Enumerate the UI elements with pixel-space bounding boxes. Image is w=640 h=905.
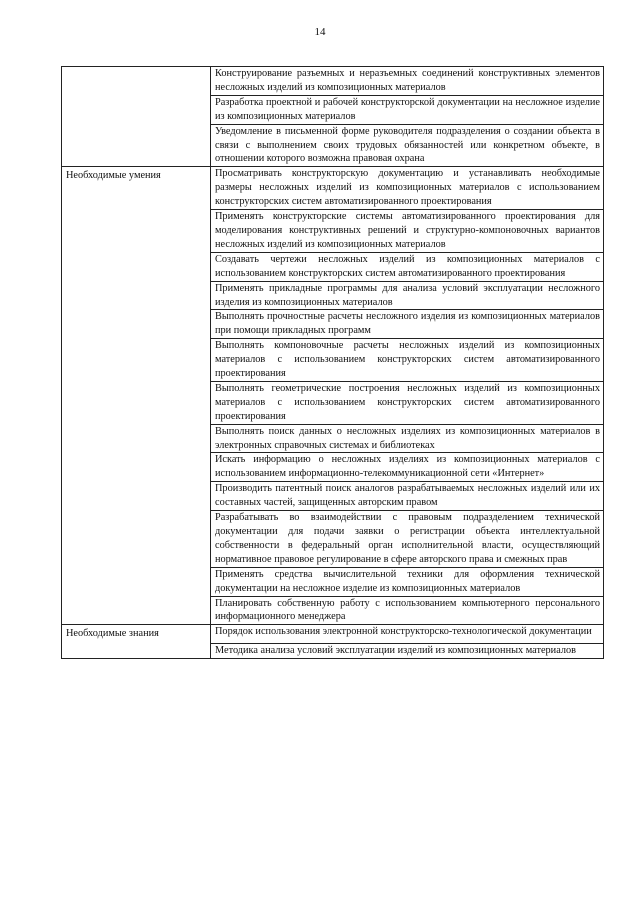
section-label-continuation bbox=[62, 339, 211, 382]
requirement-item: Применять средства вычислительной техники для оформления технической документации на несложное изделие из композиционных материалов bbox=[211, 567, 604, 596]
requirement-item: Методика анализа условий эксплуатации изделий из композиционных материалов bbox=[211, 643, 604, 658]
section-label-continuation bbox=[62, 567, 211, 596]
section-label-continuation bbox=[62, 252, 211, 281]
requirement-item: Разработка проектной и рабочей конструкторской документации на несложное изделие из композиционных материалов bbox=[211, 95, 604, 124]
section-label: Необходимые умения bbox=[62, 167, 211, 210]
section-label-continuation bbox=[62, 424, 211, 453]
requirement-item: Выполнять компоновочные расчеты несложных изделий из композиционных материалов с использованием конструкторских систем автоматизированного проектирования bbox=[211, 339, 604, 382]
requirement-item: Выполнять поиск данных о несложных изделиях из композиционных материалов в электронных справочных системах и библиотеках bbox=[211, 424, 604, 453]
table-row bbox=[62, 95, 604, 124]
table-row bbox=[62, 252, 604, 281]
table-row bbox=[62, 511, 604, 568]
requirement-item: Искать информацию о несложных изделиях из композиционных материалов с использованием информационно-телекоммуникационной сети «Интернет» bbox=[211, 453, 604, 482]
section-label-continuation bbox=[62, 281, 211, 310]
section-label-continuation bbox=[62, 95, 211, 124]
table-row bbox=[62, 482, 604, 511]
section-label-continuation bbox=[62, 596, 211, 625]
table-row bbox=[62, 643, 604, 658]
requirements-table bbox=[61, 66, 604, 659]
table-row bbox=[62, 310, 604, 339]
section-label-continuation bbox=[62, 453, 211, 482]
section-label bbox=[62, 67, 211, 96]
requirement-item: Разрабатывать во взаимодействии с правовым подразделением технической документации для подачи заявки о регистрации объекта интеллектуальной собственности в федеральный орган исполнительной власти, осуществляющий нормативное правовое регулирование в сфере авторского права и смежных прав bbox=[211, 511, 604, 568]
requirement-item: Производить патентный поиск аналогов разрабатываемых несложных изделий или их составных частей, защищенных авторским правом bbox=[211, 482, 604, 511]
requirement-item: Уведомление в письменной форме руководителя подразделения о создании объекта в связи с выполнением своих трудовых обязанностей или конкретном объекте, в отношении которого возможна правовая охрана bbox=[211, 124, 604, 167]
section-label-continuation bbox=[62, 210, 211, 253]
section-label-continuation bbox=[62, 124, 211, 167]
requirement-item: Порядок использования электронной конструкторско-технологической документации bbox=[211, 625, 604, 643]
table-row bbox=[62, 625, 604, 643]
table-row bbox=[62, 210, 604, 253]
requirement-item: Применять прикладные программы для анализа условий эксплуатации несложного изделия из композиционных материалов bbox=[211, 281, 604, 310]
table-row bbox=[62, 424, 604, 453]
table-row bbox=[62, 453, 604, 482]
requirement-item: Создавать чертежи несложных изделий из композиционных материалов с использованием конструкторских систем автоматизированного проектирования bbox=[211, 252, 604, 281]
page-number: 14 bbox=[314, 26, 326, 38]
table-row bbox=[62, 567, 604, 596]
table-row bbox=[62, 596, 604, 625]
section-label: Необходимые знания bbox=[62, 625, 211, 643]
table-row bbox=[62, 281, 604, 310]
section-label-continuation bbox=[62, 482, 211, 511]
requirement-item: Выполнять геометрические построения несложных изделий из композиционных материалов с использованием конструкторских систем автоматизированного проектирования bbox=[211, 381, 604, 424]
table-row bbox=[62, 339, 604, 382]
section-label-continuation bbox=[62, 381, 211, 424]
section-label-continuation bbox=[62, 310, 211, 339]
section-label-continuation bbox=[62, 511, 211, 568]
table-row bbox=[62, 67, 604, 96]
requirement-item: Планировать собственную работу с использованием компьютерного персонального информационного менеджера bbox=[211, 596, 604, 625]
requirement-item: Выполнять прочностные расчеты несложного изделия из композиционных материалов при помощи прикладных программ bbox=[211, 310, 604, 339]
table-row bbox=[62, 124, 604, 167]
requirement-item: Конструирование разъемных и неразъемных соединений конструктивных элементов несложных изделий из композиционных материалов bbox=[211, 67, 604, 96]
table-row bbox=[62, 167, 604, 210]
requirement-item: Просматривать конструкторскую документацию и устанавливать необходимые размеры несложных изделий из композиционных материалов с использованием конструкторских систем автоматизированного проектирования bbox=[211, 167, 604, 210]
section-label-continuation bbox=[62, 643, 211, 658]
table-row bbox=[62, 381, 604, 424]
requirement-item: Применять конструкторские системы автоматизированного проектирования для моделирования конструктивных решений и структурно-компоновочных вариантов несложных изделий из композиционных материалов bbox=[211, 210, 604, 253]
